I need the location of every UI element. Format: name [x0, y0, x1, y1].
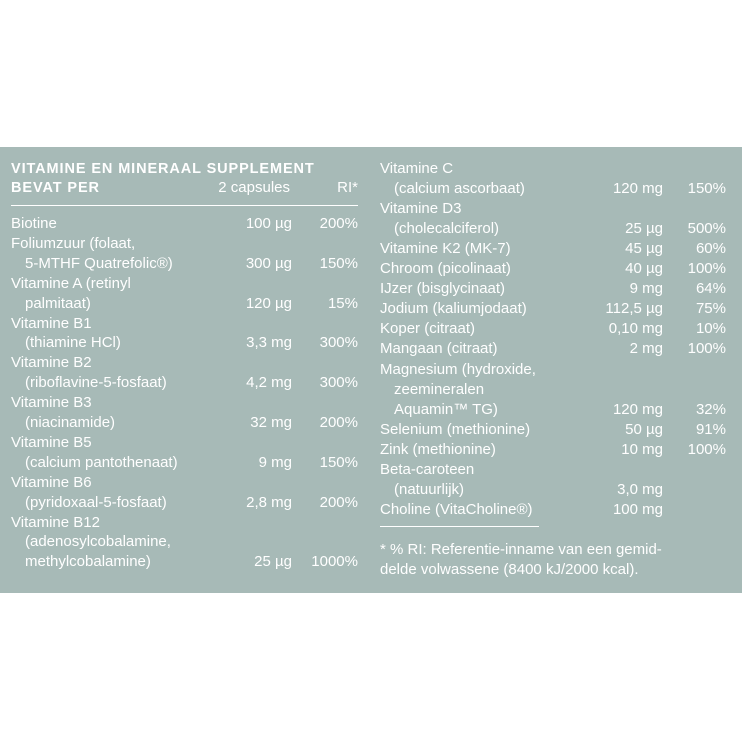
nutrient-row [11, 433, 358, 453]
nutrient-amount: 50 µg [625, 420, 663, 438]
nutrient-row [380, 339, 726, 359]
nutrient-name: Biotine [11, 215, 57, 232]
nutrient-row [380, 279, 726, 299]
nutrient-row [11, 353, 358, 373]
nutrient-row [11, 532, 358, 552]
nutrient-row [11, 314, 358, 334]
nutrient-name: Vitamine A (retinyl [11, 274, 131, 292]
nutrient-amount: 9 mg [629, 280, 663, 298]
nutrient-ri-percent: 500% [687, 220, 726, 238]
nutrient-name: (cholecalciferol) [394, 220, 500, 238]
nutrient-row [380, 259, 726, 279]
nutrient-amount: 120 mg [612, 180, 663, 198]
nutrient-name: Mangaan (citraat) [380, 340, 498, 358]
footnote-line-1: * % RI: Referentie-inname van een gemid- [380, 541, 662, 558]
nutrient-amount: 25 µg [625, 220, 663, 238]
nutrient-ri-percent: 100% [687, 340, 726, 358]
nutrient-ri-percent: 100% [687, 440, 726, 458]
nutrient-amount: 120 mg [612, 400, 663, 418]
nutrient-name: Vitamine B3 [11, 394, 92, 412]
nutrient-ri-percent: 150% [319, 254, 358, 272]
nutrient-amount: 120 µg [245, 294, 292, 312]
nutrient-row [11, 254, 358, 274]
nutrient-name: Vitamine B1 [11, 314, 92, 332]
nutrient-name: (riboflavine-5-fosfaat) [25, 374, 167, 392]
nutrient-name: (thiamine HCl) [25, 334, 121, 352]
nutrient-amount: 3,0 mg [617, 480, 663, 498]
nutrient-amount: 25 µg [254, 553, 292, 571]
nutrient-row [11, 274, 358, 294]
nutrient-row [11, 552, 358, 572]
nutrient-row [11, 333, 358, 353]
supplement-facts-panel [0, 147, 742, 593]
nutrient-row [11, 473, 358, 493]
nutrient-name: Vitamine K2 (MK-7) [380, 240, 511, 258]
nutrient-row [380, 380, 726, 400]
nutrient-row [380, 199, 726, 219]
nutrient-row [380, 179, 726, 199]
nutrient-name: Magnesium (hydroxide, [380, 360, 536, 378]
nutrient-name: Koper (citraat) [380, 320, 476, 338]
nutrient-ri-percent: 32% [695, 400, 726, 418]
nutrient-row [380, 299, 726, 319]
nutrient-row [380, 440, 726, 460]
nutrient-ri-percent: 15% [327, 294, 358, 312]
nutrient-ri-percent: 64% [695, 280, 726, 298]
nutrient-row [380, 319, 726, 339]
nutrient-ri-percent: 200% [319, 215, 358, 232]
nutrient-ri-percent: 150% [319, 453, 358, 471]
nutrient-name: Vitamine D3 [380, 200, 462, 218]
nutrient-amount: 40 µg [625, 260, 663, 278]
nutrient-row [380, 400, 726, 420]
nutrient-name: Choline (VitaCholine®) [380, 500, 533, 518]
nutrient-name: methylcobalamine) [25, 553, 151, 571]
nutrient-name: (niacinamide) [25, 414, 116, 431]
nutrient-name: Beta-caroteen [380, 460, 475, 478]
nutrient-amount: 4,2 mg [246, 374, 292, 392]
nutrient-row [11, 453, 358, 473]
nutrient-name: Aquamin™ TG) [394, 400, 498, 418]
nutrient-row [11, 413, 358, 433]
nutrient-row [11, 234, 358, 254]
footnote-line-2: delde volwassene (8400 kJ/2000 kcal). [380, 561, 639, 578]
nutrient-amount: 112,5 µg [605, 300, 663, 318]
nutrient-row [11, 214, 358, 234]
nutrient-ri-percent: 200% [319, 493, 358, 511]
nutrient-row [380, 480, 726, 500]
nutrient-name: (adenosylcobalamine, [25, 533, 171, 551]
nutrient-name: Selenium (methionine) [380, 420, 531, 438]
nutrient-row [380, 219, 726, 239]
nutrient-name: (calcium ascorbaat) [394, 180, 525, 198]
nutrient-ri-percent: 200% [319, 414, 358, 431]
nutrient-row [380, 500, 726, 520]
nutrient-ri-percent: 100% [687, 260, 726, 278]
nutrient-row [11, 294, 358, 314]
nutrient-row [380, 239, 726, 259]
nutrient-ri-percent: 10% [695, 320, 726, 338]
nutrient-name: Foliumzuur (folaat, [11, 234, 136, 252]
column-header-ri: RI* [337, 179, 358, 196]
nutrient-amount: 100 mg [612, 500, 663, 518]
nutrient-ri-percent: 300% [319, 374, 358, 392]
nutrient-name: Vitamine C [380, 160, 454, 177]
nutrient-row [11, 513, 358, 533]
nutrient-row [380, 420, 726, 440]
column-header-amount: 2 capsules [218, 179, 290, 196]
nutrient-amount: 3,3 mg [246, 334, 292, 352]
nutrient-name: (pyridoxaal-5-fosfaat) [25, 493, 167, 511]
nutrient-row [11, 493, 358, 513]
nutrient-name: zeemineralen [394, 380, 485, 398]
nutrient-amount: 2,8 mg [246, 493, 292, 511]
table-title: VITAMINE EN MINERAAL SUPPLEMENT [11, 161, 315, 177]
nutrient-amount: 45 µg [625, 240, 663, 258]
nutrient-ri-percent: 91% [695, 420, 726, 438]
nutrient-row [380, 159, 726, 179]
nutrient-ri-percent: 300% [319, 334, 358, 352]
nutrient-name: Vitamine B5 [11, 433, 92, 451]
nutrient-name: 5-MTHF Quatrefolic®) [25, 254, 173, 272]
nutrient-amount: 9 mg [258, 453, 292, 471]
nutrient-row [380, 360, 726, 380]
nutrient-row [11, 373, 358, 393]
nutrient-amount: 2 mg [629, 340, 663, 358]
nutrient-name: (calcium pantothenaat) [25, 453, 178, 471]
nutrient-amount: 100 µg [245, 215, 292, 232]
nutrient-name: Vitamine B2 [11, 354, 92, 372]
nutrient-amount: 10 mg [621, 440, 663, 458]
nutrient-ri-percent: 75% [695, 300, 726, 318]
nutrient-amount: 0,10 mg [608, 320, 663, 338]
nutrient-row [380, 460, 726, 480]
nutrient-ri-percent: 1000% [311, 553, 358, 571]
nutrient-ri-percent: 60% [695, 240, 726, 258]
nutrient-name: Vitamine B12 [11, 513, 100, 531]
nutrient-ri-percent: 150% [687, 180, 726, 198]
nutrient-name: IJzer (bisglycinaat) [380, 280, 506, 298]
nutrient-name: Vitamine B6 [11, 473, 92, 491]
nutrient-amount: 32 mg [250, 414, 292, 431]
nutrient-name: palmitaat) [25, 294, 91, 312]
nutrient-amount: 300 µg [245, 254, 292, 272]
nutrient-row [11, 393, 358, 413]
header-divider [11, 205, 358, 206]
nutrient-name: Chroom (picolinaat) [380, 260, 511, 278]
nutrient-name: Jodium (kaliumjodaat) [380, 300, 527, 318]
nutrient-name: (natuurlijk) [394, 480, 465, 498]
footnote-divider [380, 526, 539, 527]
table-subtitle: BEVAT PER [11, 180, 100, 196]
nutrient-name: Zink (methionine) [380, 440, 496, 458]
